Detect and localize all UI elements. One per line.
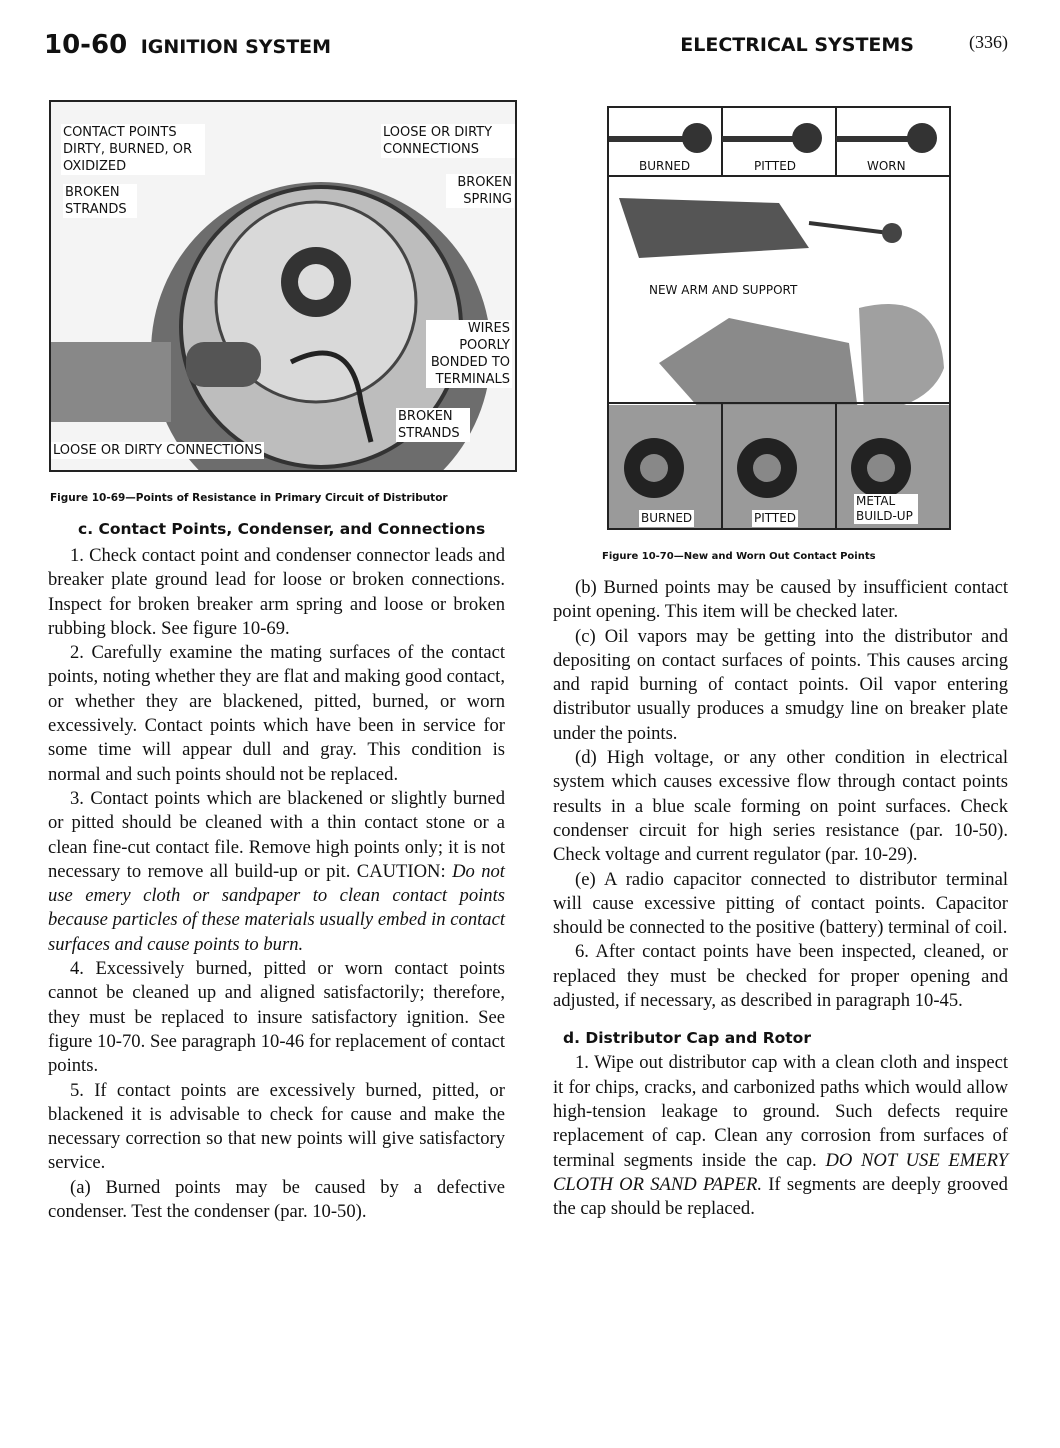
paragraph: 6. After contact points have been inspected, cleaned, or replaced they must be checked for proper opening and adjusted, if necessary, as described in paragraph 10-45. — [553, 941, 1008, 1012]
paragraph-text: If segments are deeply grooved the cap should be replaced. — [553, 1173, 1008, 1220]
label-top-pitted: PITTED — [754, 159, 797, 173]
paragraph-text: 1. Wipe out distributor cap with a clean cloth and inspect it for chips, cracks, and carbonized paths which would allow high-tension leakage to ground. Such defects require replacement of cap. Clean any corrosion from surfaces of terminal segments inside the cap. — [553, 1052, 1008, 1171]
paragraph — [48, 787, 505, 957]
label-new-arm-support: NEW ARM AND SUPPORT — [649, 283, 798, 297]
caution-text: Do not use emery cloth or sandpaper to clean contact points because particles of these materials usually embed in contact surfaces and cause points to burn. — [48, 860, 505, 955]
figure-10-69 — [49, 100, 517, 472]
label-top-burned: BURNED — [639, 159, 691, 173]
paragraph: (d) High voltage, or any other condition in electrical system which causes excessive flow through contact points results in a blue scale forming on point surfaces. Check condenser circuit for high series resistance (par. 10-50). Check voltage and current regulator (par. 10-29). — [553, 747, 1008, 866]
paragraph: 4. Excessively burned, pitted or worn contact points cannot be cleaned up and aligned satisfactorily; therefore, they must be replaced to insure satisfactory ignition. See figure 10-70. See paragraph 10-46 for replacement of contact points. — [48, 958, 505, 1077]
label-metal-build-up: METAL BUILD-UP — [854, 494, 918, 524]
paragraph: 5. If contact points are excessively burned, pitted, or blackened it is advisable to check for cause and make the necessary correction so that new points will give satisfactory service. — [48, 1079, 505, 1174]
label-broken-strands-left: BROKEN STRANDS — [63, 184, 137, 218]
label-broken-strands-right: BROKEN STRANDS — [396, 408, 470, 442]
paragraph — [553, 1051, 1008, 1221]
label-wires-poorly-bonded: WIRES POORLY BONDED TO TERMINALS — [426, 320, 512, 388]
page-number: (336) — [969, 32, 1008, 52]
section-title: IGNITION SYSTEM — [140, 36, 332, 58]
paragraph: (c) Oil vapors may be getting into the distributor and depositing on contact surfaces of points. This causes arcing and rapid burning of contact points. Oil vapor entering distributor usually produces a smudgy line on breaker plate under the points. — [553, 625, 1008, 744]
label-loose-connections-top: LOOSE OR DIRTY CONNECTIONS — [381, 124, 517, 158]
label-broken-spring: BROKEN SPRING — [446, 174, 514, 208]
paragraph: 1. Check contact point and condenser connector leads and breaker plate ground lead for loose or broken connections. Inspect for broken breaker arm spring and loose or broken rubbing block. See figure 10-69. — [48, 545, 505, 639]
paragraph: 2. Carefully examine the mating surfaces of the contact points, noting whether they are flat and making good contact, or whether they are blackened, pitted, burned, or worn excessively. Contact points which have been in service for some time will appear dull and gray. This condition is normal and such points should not be replaced. — [48, 642, 505, 785]
label-bottom-burned: BURNED — [641, 511, 693, 525]
page-code: 10-60 — [44, 30, 128, 60]
page-header — [44, 30, 1014, 60]
section-c-heading: c. Contact Points, Condenser, and Connections — [78, 520, 486, 538]
paragraph: (a) Burned points may be caused by a defective condenser. Test the condenser (par. 10-50). — [48, 1176, 505, 1223]
label-top-worn: WORN — [867, 159, 906, 173]
paragraph-text: 3. Contact points which are blackened or slightly burned or pitted should be cleaned with a thin contact stone or a clean fine-cut contact file. Remove high points only; it is not necessary to remove all build-up or pit. — [48, 787, 505, 882]
section-d-heading: d. Distributor Cap and Rotor — [563, 1029, 811, 1048]
warning-text: DO NOT USE EMERY CLOTH OR SAND PAPER. — [553, 1149, 1008, 1195]
paragraph: (b) Burned points may be caused by insufficient contact point opening. This item will be checked later. — [553, 577, 1008, 623]
caution-label: CAUTION: — [356, 860, 446, 882]
label-contact-points: CONTACT POINTS DIRTY, BURNED, OR OXIDIZED — [61, 124, 205, 175]
figure-10-70 — [607, 106, 951, 530]
left-column — [48, 518, 505, 1224]
label-loose-connections-bottom: LOOSE OR DIRTY CONNECTIONS — [53, 443, 263, 458]
chapter-title: ELECTRICAL SYSTEMS — [680, 34, 914, 56]
right-column — [553, 576, 1008, 1221]
label-bottom-pitted: PITTED — [754, 511, 797, 525]
paragraph: (e) A radio capacitor connected to distributor terminal will cause excessive pitting of contact points. Capacitor should be connected to the positive (battery) terminal of coil. — [553, 868, 1008, 939]
figure-10-69-caption: Figure 10-69—Points of Resistance in Primary Circuit of Distributor — [50, 492, 448, 504]
figure-10-70-caption: Figure 10-70—New and Worn Out Contact Points — [602, 551, 876, 562]
